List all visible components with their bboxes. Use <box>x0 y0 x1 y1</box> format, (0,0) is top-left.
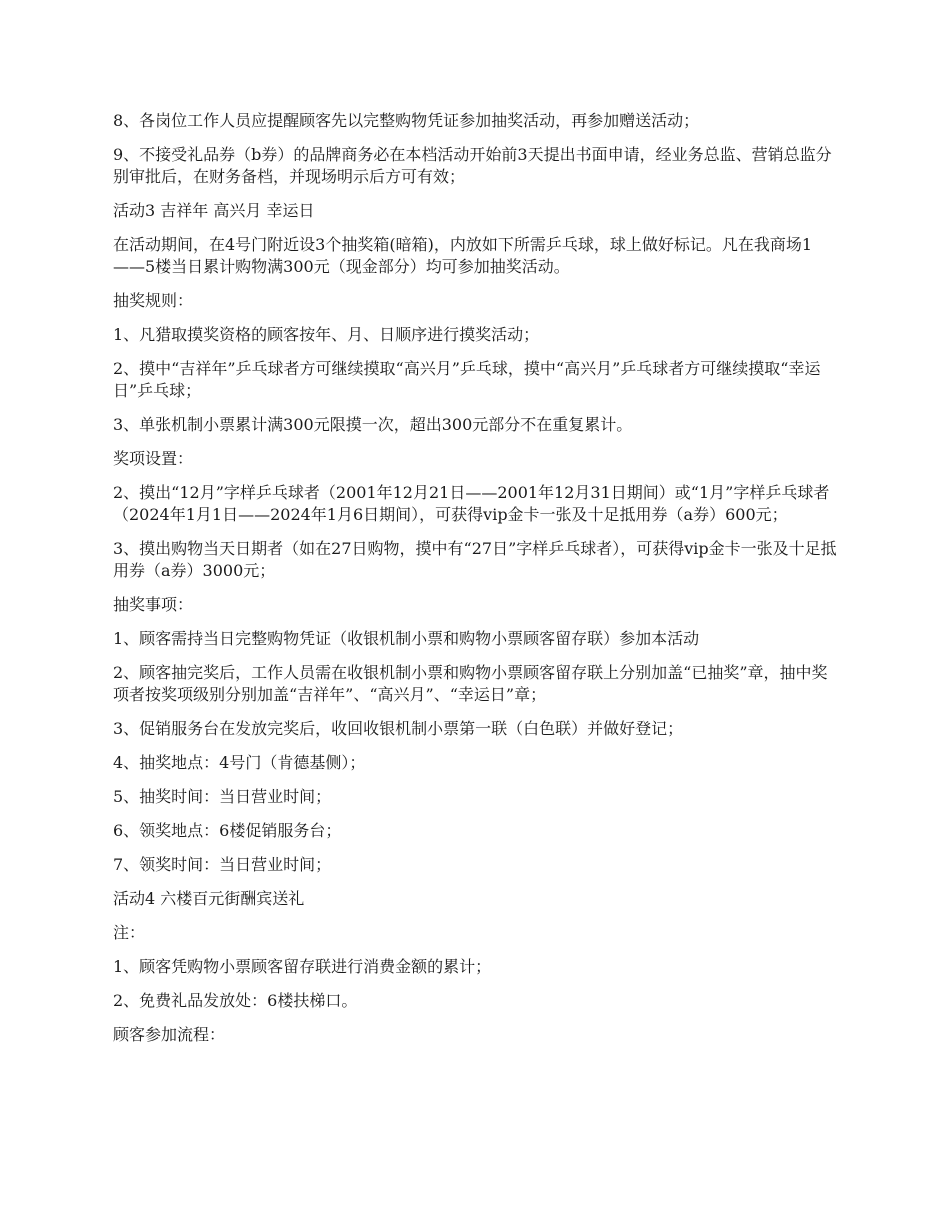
paragraph-matter-5: 5、抽奖时间：当日营业时间； <box>113 787 332 806</box>
paragraph-draw-rule-2: 2、摸中“吉祥年”乒乓球者方可继续摸取“高兴月”乒乓球，摸中“高兴月”乒乓球者方可继续摸取“幸运日”乒乓球； <box>113 359 821 400</box>
paragraph-note-2: 2、免费礼品发放处：6楼扶梯口。 <box>113 991 358 1010</box>
paragraph-draw-rule-3: 3、单张机制小票累计满300元限摸一次，超出300元部分不在重复累计。 <box>113 415 633 434</box>
paragraph-matter-2: 2、顾客抽完奖后，工作人员需在收银机制小票和购物小票顾客留存联上分别加盖“已抽奖”章，抽中奖项者按奖项级别分别加盖“吉祥年”、“高兴月”、“幸运日”章； <box>113 663 828 704</box>
heading-customer-flow: 顾客参加流程： <box>113 1025 226 1044</box>
paragraph-matter-4: 4、抽奖地点：4号门（肯德基侧）； <box>113 753 366 772</box>
paragraph-matter-1: 1、顾客需持当日完整购物凭证（收银机制小票和购物小票顾客留存联）参加本活动 <box>113 629 700 648</box>
heading-draw-rules: 抽奖规则： <box>113 291 194 310</box>
paragraph-rule-9: 9、不接受礼品券（b券）的品牌商务必在本档活动开始前3天提出书面申请，经业务总监、营销总监分别审批后，在财务备档，并现场明示后方可有效； <box>113 145 832 186</box>
heading-note: 注： <box>113 923 146 942</box>
paragraph-rule-8: 8、各岗位工作人员应提醒顾客先以完整购物凭证参加抽奖活动，再参加赠送活动； <box>113 111 700 130</box>
heading-activity-3: 活动3 吉祥年 高兴月 幸运日 <box>113 201 315 220</box>
paragraph-activity-3-intro: 在活动期间，在4号门附近设3个抽奖箱(暗箱)，内放如下所需乒乓球，球上做好标记。凡在我商场1——5楼当日累计购物满300元（现金部分）均可参加抽奖活动。 <box>113 235 813 276</box>
paragraph-matter-3: 3、促销服务台在发放完奖后，收回收银机制小票第一联（白色联）并做好登记； <box>113 719 684 738</box>
heading-draw-matters: 抽奖事项： <box>113 595 194 614</box>
heading-activity-4: 活动4 六楼百元街酬宾送礼 <box>113 889 305 908</box>
paragraph-draw-rule-1: 1、凡猎取摸奖资格的顾客按年、月、日顺序进行摸奖活动； <box>113 325 540 344</box>
paragraph-matter-6: 6、领奖地点：6楼促销服务台； <box>113 821 342 840</box>
heading-prize-settings: 奖项设置： <box>113 449 194 468</box>
paragraph-prize-2: 2、摸出“12月”字样乒乓球者（2001年12月21日——2001年12月31日期间）或“1月”字样乒乓球者（2024年1月1日——2024年1月6日期间），可获得vip金卡一张及十足抵用券（a券）600元； <box>113 483 830 524</box>
paragraph-matter-7: 7、领奖时间：当日营业时间； <box>113 855 332 874</box>
paragraph-note-1: 1、顾客凭购物小票顾客留存联进行消费金额的累计； <box>113 957 492 976</box>
paragraph-prize-3: 3、摸出购物当天日期者（如在27日购物，摸中有“27日”字样乒乓球者），可获得vip金卡一张及十足抵用券（a券）3000元； <box>113 539 837 580</box>
document-body <box>113 110 843 1058</box>
